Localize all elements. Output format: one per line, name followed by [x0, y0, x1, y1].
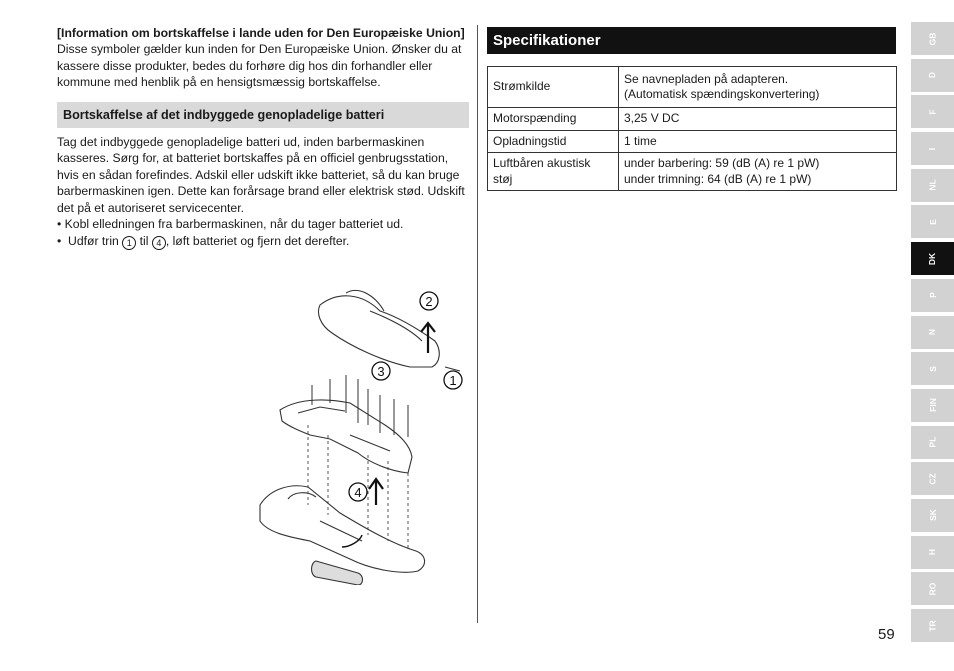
spec-key: Motorspænding	[488, 108, 619, 131]
left-column	[57, 25, 469, 250]
table-row	[488, 67, 897, 108]
step-3-label: 3	[377, 364, 385, 379]
tab-s[interactable]	[911, 352, 954, 385]
spec-key: Strømkilde	[488, 67, 619, 108]
spec-value-line: under barbering: 59 (dB (A) re 1 pW)	[624, 156, 820, 170]
step-2-label: 2	[425, 294, 433, 309]
step-1-label: 1	[449, 373, 457, 388]
right-column	[487, 27, 896, 191]
tab-label: D	[927, 72, 938, 79]
tab-label: H	[927, 549, 938, 556]
tab-label: NL	[927, 179, 938, 191]
step-number-circle: 1	[122, 236, 136, 250]
tab-label: I	[927, 147, 938, 150]
spec-key: Opladningstid	[488, 130, 619, 153]
table-row	[488, 153, 897, 191]
info-heading: [Information om bortskaffelse i lande uden for Den Europæiske Union]	[57, 26, 465, 40]
bullet-text: Udfør trin	[68, 233, 119, 248]
battery-section-text: Tag det indbyggede genopladelige batteri ud, inden barbermaskinen kasseres. Sørg for, at batteriet bortskaffes på en officiel genbrugsstation, hvis en sådan forefindes. Adskil eller udskift ikke batteriet, så du kan bruge barbermaskinen igen. Dette kan forårsage brand eller elektrisk stød. Udskift det på et autoriseret servicecenter.	[57, 134, 465, 215]
tab-label: N	[927, 328, 938, 336]
tab-cz[interactable]	[911, 462, 954, 495]
spec-value-line: (Automatisk spændingskonvertering)	[624, 87, 820, 101]
tab-tr[interactable]	[911, 609, 954, 642]
tab-label: FIN	[927, 398, 938, 413]
bullet-text: , løft batteriet og fjern det derefter.	[165, 233, 350, 248]
tab-dk[interactable]	[911, 242, 954, 275]
instruction-list	[57, 216, 469, 250]
spec-value	[619, 67, 897, 108]
step-4-label: 4	[354, 485, 362, 500]
table-row	[488, 130, 897, 153]
bullet-text: til	[139, 233, 149, 248]
step-number-circle: 4	[152, 236, 166, 250]
tab-pl[interactable]	[911, 426, 954, 459]
tab-label: SK	[927, 509, 938, 522]
battery-removal-illustration	[250, 285, 472, 585]
tab-ro[interactable]	[911, 572, 954, 605]
shaver-body	[260, 486, 425, 572]
tab-label: CZ	[927, 473, 938, 485]
list-item	[57, 216, 469, 233]
tab-nl[interactable]	[911, 169, 954, 202]
tab-h[interactable]	[911, 536, 954, 569]
spec-value-line: under trimning: 64 (dB (A) re 1 pW)	[624, 171, 812, 186]
spec-key-line: støj	[493, 171, 513, 186]
spec-title: Specifikationer	[487, 27, 896, 54]
list-item	[57, 233, 469, 250]
spec-table	[487, 66, 897, 191]
tab-label: DK	[927, 252, 938, 265]
tab-p[interactable]	[911, 279, 954, 312]
spec-value-line: Se navnepladen på adapteren.	[624, 71, 789, 86]
language-tabs	[911, 22, 954, 646]
tab-gb[interactable]	[911, 22, 954, 55]
battery	[312, 561, 363, 585]
tab-e[interactable]	[911, 205, 954, 238]
tab-fin[interactable]	[911, 389, 954, 422]
spec-value: 1 time	[619, 130, 897, 153]
table-row	[488, 108, 897, 131]
tab-label: F	[927, 109, 938, 115]
spec-value	[619, 153, 897, 191]
battery-section-title: Bortskaffelse af det indbyggede genopladelige batteri	[57, 102, 469, 128]
tab-label: GB	[927, 32, 938, 45]
spec-key	[488, 153, 619, 191]
tab-sk[interactable]	[911, 499, 954, 532]
tab-label: E	[927, 219, 938, 225]
tab-label: RO	[927, 582, 938, 596]
tab-d[interactable]	[911, 59, 954, 92]
tab-label: PL	[927, 436, 938, 448]
tab-label: S	[927, 365, 938, 372]
tab-n[interactable]	[911, 316, 954, 349]
spec-key-line: Luftbåren akustisk	[493, 156, 591, 170]
bullet-text: Kobl elledningen fra barbermaskinen, når du tager batteriet ud.	[64, 217, 404, 231]
tab-i[interactable]	[911, 132, 954, 165]
tab-label: P	[927, 292, 938, 299]
page-number: 59	[878, 626, 895, 643]
spec-value: 3,25 V DC	[619, 108, 897, 131]
column-divider	[477, 25, 478, 623]
tab-label: TR	[927, 619, 938, 632]
info-text: Disse symboler gælder kun inden for Den Europæiske Union. Ønsker du at kassere disse produkter, bedes du forhøre dig hos din forhandler eller kommune med henblik på en hensigtsmæssig bortskaffelse.	[57, 42, 462, 89]
tab-f[interactable]	[911, 95, 954, 128]
